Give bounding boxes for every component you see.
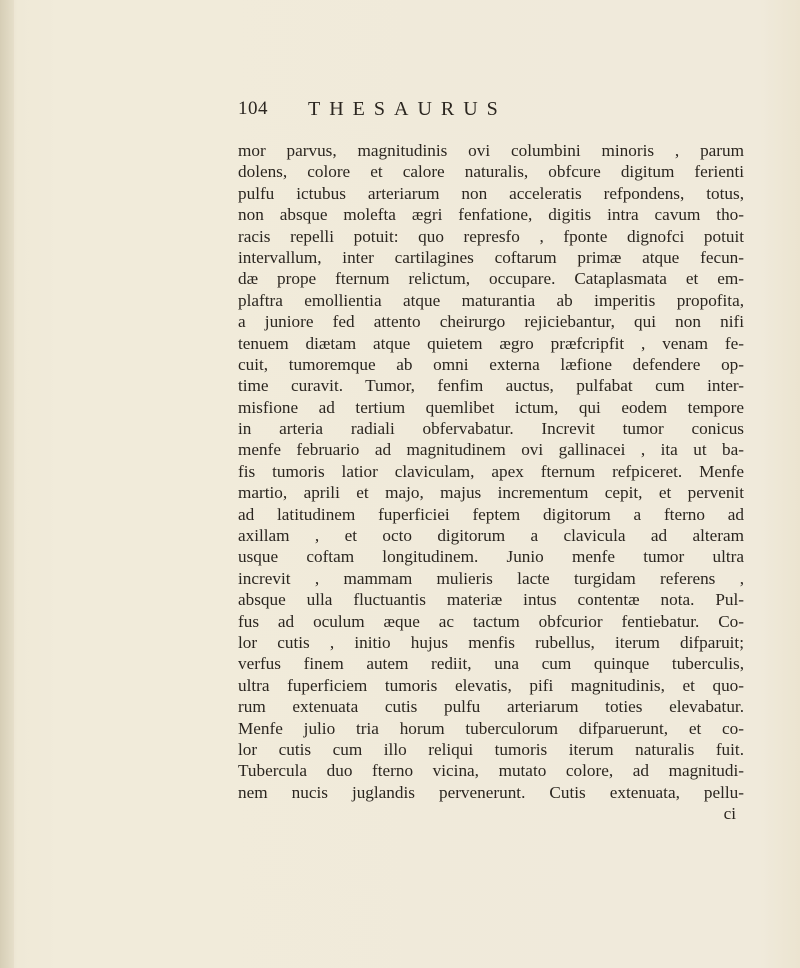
page-header [238,98,798,128]
text-line: dolens, colore et calore naturalis, obfcure digitum ferienti [238,162,744,182]
text-line: ultra fuperficiem tumoris elevatis, pifi magnitudinis, et quo- [238,675,744,695]
text-line: fus ad oculum æque ac tactum obfcurior fentiebatur. Co- [238,611,744,631]
text-line: misfione ad tertium quemlibet ictum, qui eodem tempore [238,397,744,417]
text-line: verfus finem autem rediit, una cum quinque tuberculis, [238,654,744,674]
text-line: usque coftam longitudinem. Junio menfe tumor ultra [238,547,744,567]
text-line: time curavit. Tumor, fenfim auctus, pulfabat cum inter- [238,376,744,396]
text-line: rum extenuata cutis pulfu arteriarum toties elevabatur. [238,697,744,717]
text-line: tenuem diætam atque quietem ægro præfcripfit , venam fe- [238,333,744,353]
page-gutter [0,0,14,968]
page-number: 104 [238,98,268,119]
text-line: pulfu ictubus arteriarum non acceleratis refpondens, totus, [238,183,744,203]
text-line: dæ prope fternum relictum, occupare. Cataplasmata et em- [238,269,744,289]
text-line: non absque molefta ægri fenfatione, digitis intra cavum tho- [238,205,744,225]
text-line: plaftra emollientia atque maturantia ab imperitis propofita, [238,290,744,310]
text-line: increvit , mammam mulieris lacte turgidam referens , [238,568,744,588]
text-line: lor cutis , initio hujus menfis rubellus, iterum difparuit; [238,632,744,652]
text-line: absque ulla fluctuantis materiæ intus contentæ nota. Pul- [238,590,744,610]
body-text [238,140,744,825]
running-title: THESAURUS [308,98,507,120]
text-line: a juniore fed attento cheirurgo rejiciebantur, qui non nifi [238,312,744,332]
text-line: Menfe julio tria horum tuberculorum difparuerunt, et co- [238,718,744,738]
text-line: mor parvus, magnitudinis ovi columbini minoris , parum [238,141,744,160]
text-line: ad latitudinem fuperficiei feptem digitorum a fterno ad [238,504,744,524]
text-line: nem nucis juglandis pervenerunt. Cutis extenuata, pellu- [238,782,744,802]
text-line: racis repelli potuit: quo represfo , fponte dignofci potuit [238,226,744,246]
text-line: martio, aprili et majo, majus incrementum cepit, et pervenit [238,483,744,503]
text-line: cuit, tumoremque ab omni externa læfione defendere op- [238,354,744,374]
text-line: lor cutis cum illo reliqui tumoris iterum naturalis fuit. [238,739,744,759]
text-line: menfe februario ad magnitudinem ovi gallinacei , ita ut ba- [238,440,744,460]
catchword: ci [723,804,736,824]
text-line: fis tumoris latior claviculam, apex fternum refpiceret. Menfe [238,461,744,481]
text-line: Tubercula duo fterno vicina, mutato colore, ad magnitudi- [238,761,744,781]
text-line: in arteria radiali obfervabatur. Increvit tumor conicus [238,419,744,439]
text-line: axillam , et octo digitorum a clavicula ad alteram [238,526,744,546]
text-line: intervallum, inter cartilagines coftarum primæ atque fecun- [238,247,744,267]
